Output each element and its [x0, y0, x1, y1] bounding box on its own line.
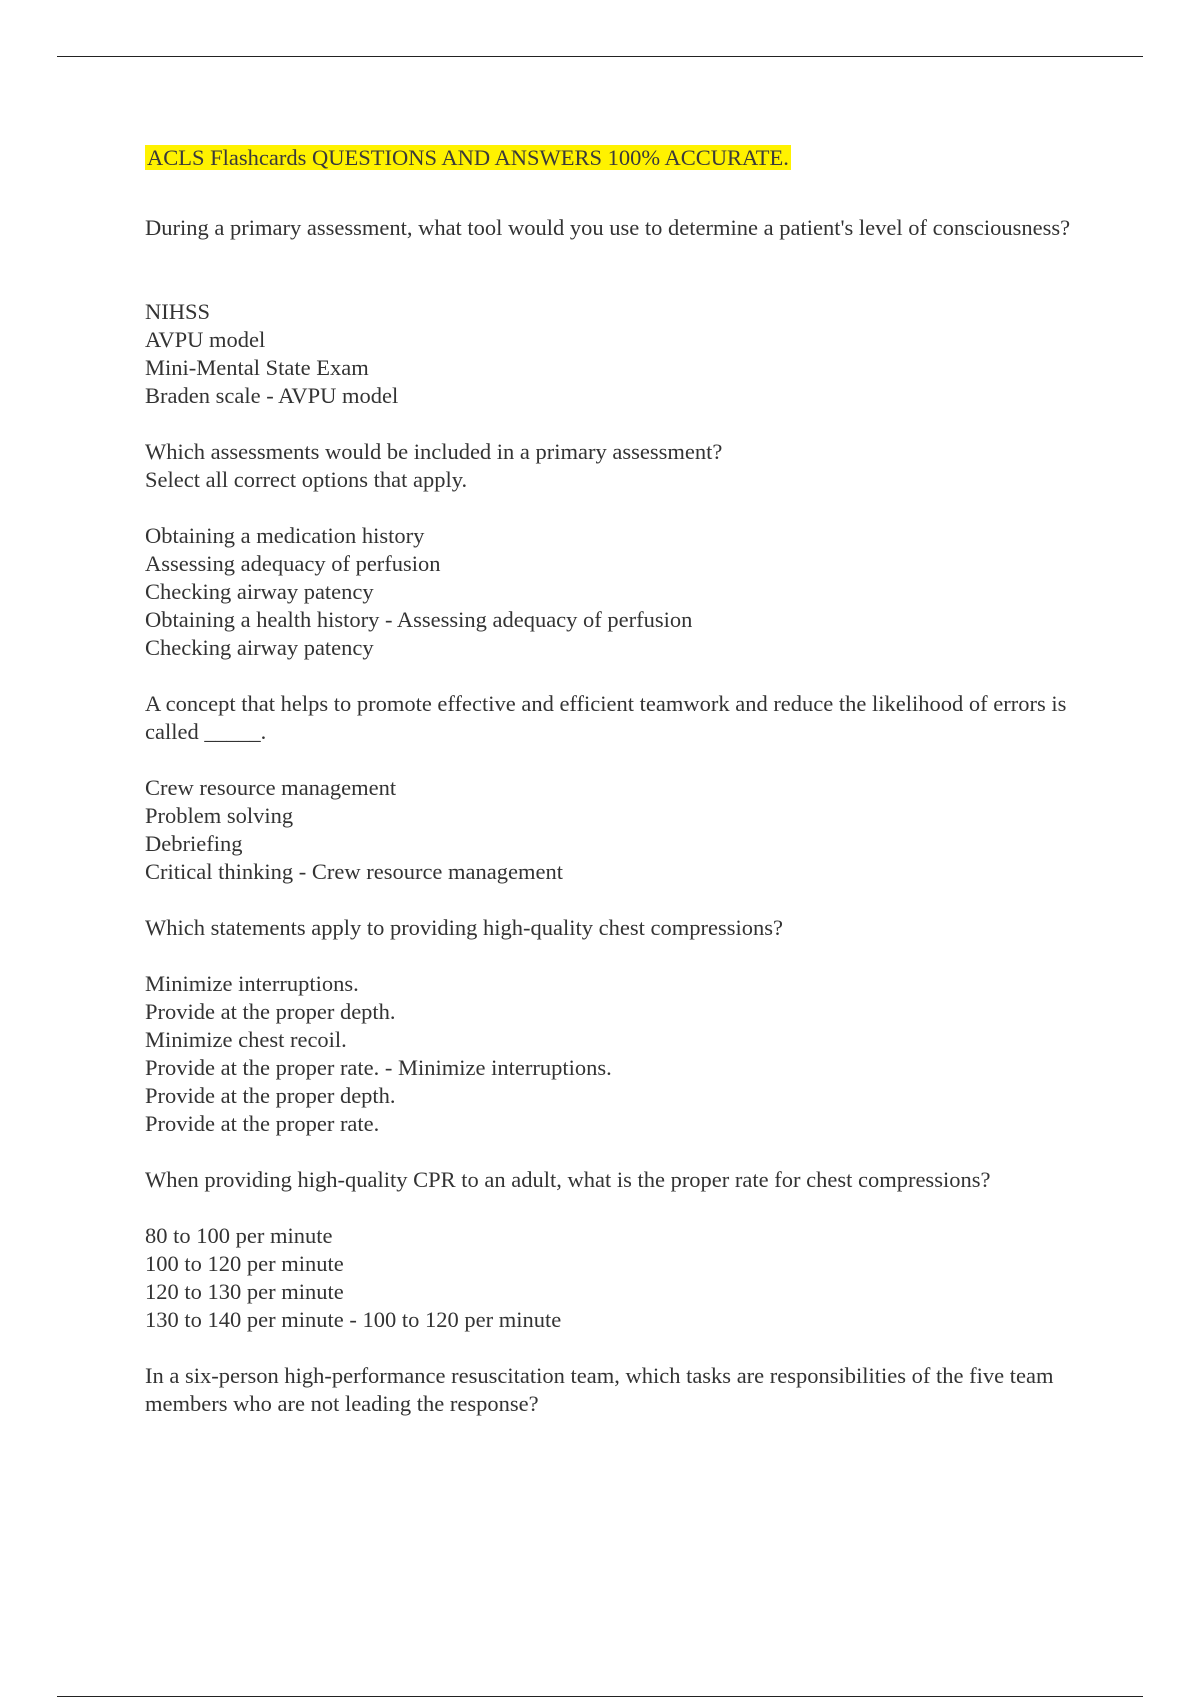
- option-item: Crew resource management: [145, 775, 397, 800]
- document-title: [145, 144, 1085, 172]
- option-item: Checking airway patency: [145, 635, 374, 660]
- question-text-line-2: Select all correct options that apply.: [145, 467, 468, 492]
- answer-options: [145, 774, 1085, 886]
- answer-options: [145, 970, 1085, 1138]
- option-item: 120 to 130 per minute: [145, 1279, 344, 1304]
- question-text: During a primary assessment, what tool would you use to determine a patient's level of consciousness?: [145, 215, 1071, 240]
- question-text-line-1: Which assessments would be included in a primary assessment?: [145, 439, 723, 464]
- bottom-divider: [57, 1696, 1143, 1697]
- answer-options: [145, 298, 1085, 410]
- question-block-1: [145, 214, 1085, 410]
- top-divider: [57, 56, 1143, 57]
- option-item: Provide at the proper rate.: [145, 1111, 380, 1136]
- answer-options: [145, 1222, 1085, 1334]
- question-text: Which statements apply to providing high-quality chest compressions?: [145, 915, 783, 940]
- title-highlight: [145, 145, 791, 170]
- question-block-3: [145, 690, 1085, 886]
- option-item: 80 to 100 per minute: [145, 1223, 333, 1248]
- option-item: AVPU model: [145, 327, 266, 352]
- option-item: Problem solving: [145, 803, 294, 828]
- option-item: Obtaining a health history - Assessing adequacy of perfusion: [145, 607, 693, 632]
- option-item: Provide at the proper rate. - Minimize interruptions.: [145, 1055, 612, 1080]
- question-block-6: [145, 1362, 1085, 1418]
- title-part-1: ACLS Flashcards: [147, 145, 307, 170]
- option-item: Assessing adequacy of perfusion: [145, 551, 441, 576]
- question-text: When providing high-quality CPR to an adult, what is the proper rate for chest compressions?: [145, 1167, 991, 1192]
- question-block-5: [145, 1166, 1085, 1334]
- document-body: [145, 144, 1085, 1418]
- option-item: Minimize chest recoil.: [145, 1027, 347, 1052]
- option-item: Debriefing: [145, 831, 243, 856]
- question-text: A concept that helps to promote effective and efficient teamwork and reduce the likelihood of errors is called _____.: [145, 691, 1067, 744]
- option-item: Minimize interruptions.: [145, 971, 359, 996]
- question-block-2: [145, 438, 1085, 662]
- option-item: Provide at the proper depth.: [145, 1083, 396, 1108]
- option-item: Obtaining a medication history: [145, 523, 425, 548]
- option-item: Provide at the proper depth.: [145, 999, 396, 1024]
- option-item: Checking airway patency: [145, 579, 374, 604]
- title-part-2: QUESTIONS AND ANSWERS 100% ACCURATE.: [312, 145, 789, 170]
- option-item: 130 to 140 per minute - 100 to 120 per minute: [145, 1307, 562, 1332]
- question-block-4: [145, 914, 1085, 1138]
- option-item: Mini-Mental State Exam: [145, 355, 369, 380]
- option-item: Critical thinking - Crew resource management: [145, 859, 563, 884]
- option-item: NIHSS: [145, 299, 211, 324]
- answer-options: [145, 522, 1085, 662]
- option-item: 100 to 120 per minute: [145, 1251, 344, 1276]
- question-text: In a six-person high-performance resuscitation team, which tasks are responsibilities of the five team members who are not leading the response?: [145, 1363, 1054, 1416]
- option-item: Braden scale - AVPU model: [145, 383, 399, 408]
